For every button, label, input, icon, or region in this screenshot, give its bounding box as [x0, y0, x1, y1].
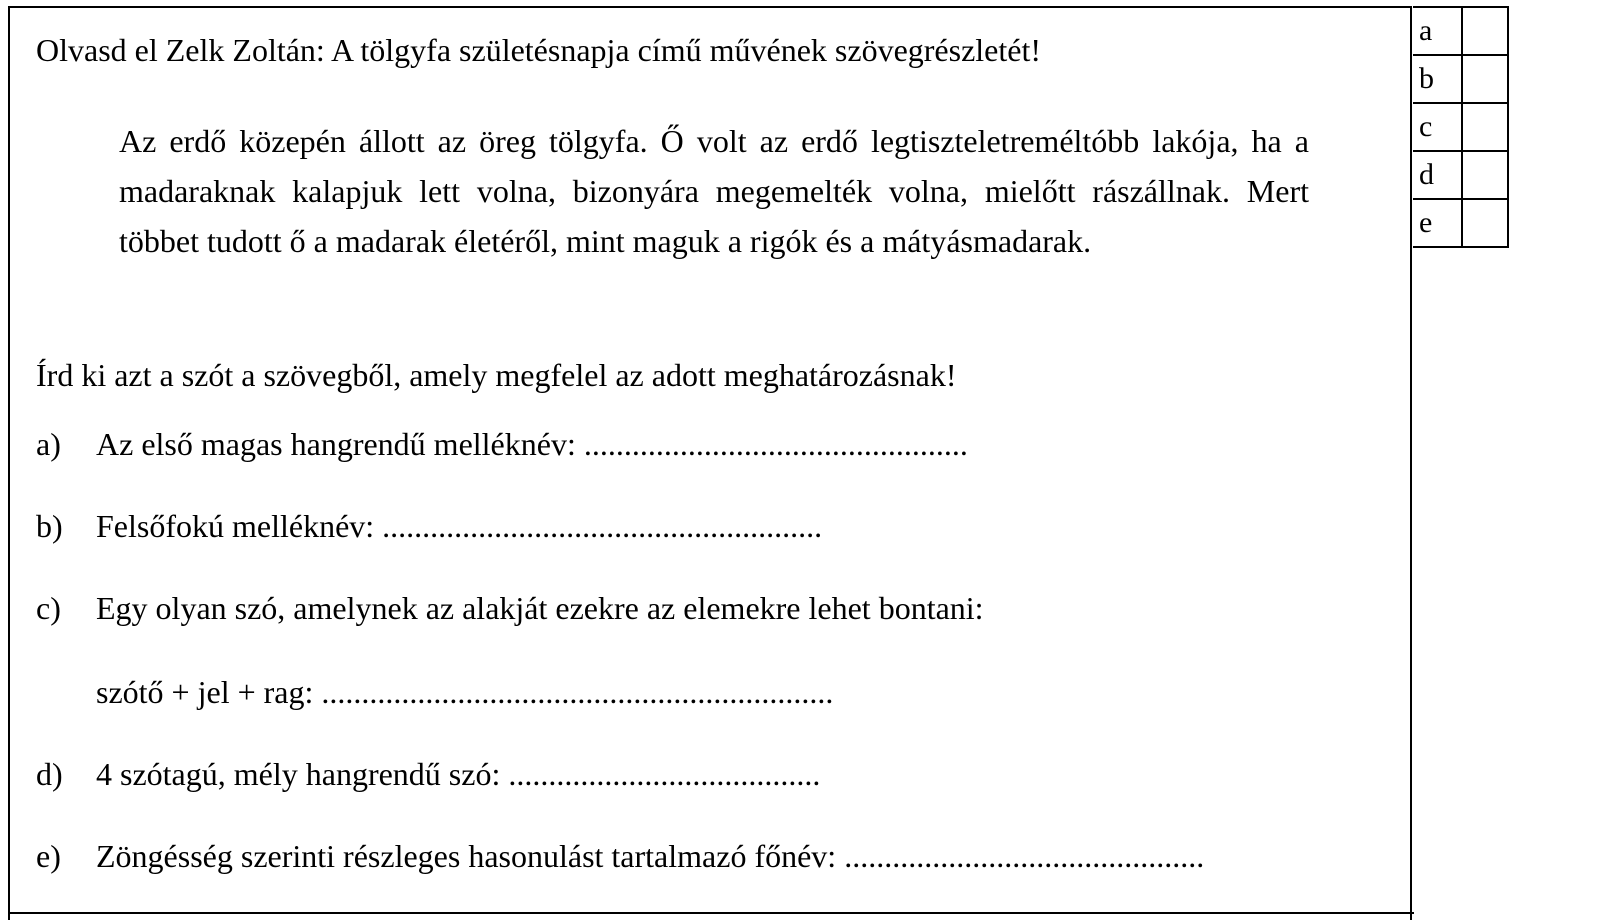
question-c-answer-line[interactable]: ................................................................: [321, 674, 834, 710]
task-instruction: Írd ki azt a szót a szövegből, amely megfelel az adott meghatározásnak!: [36, 357, 957, 393]
score-box-e[interactable]: [1462, 199, 1508, 247]
question-a-letter: a): [36, 426, 61, 462]
question-e-letter: e): [36, 838, 61, 874]
question-b-answer-line[interactable]: .......................................................: [382, 508, 823, 544]
question-b-text: Felsőfokú melléknév:: [96, 508, 375, 544]
question-d: [96, 754, 820, 794]
question-e: [96, 836, 1204, 876]
score-row-b: [1413, 55, 1508, 103]
score-table: [1413, 6, 1509, 248]
score-box-a[interactable]: [1462, 7, 1508, 55]
task-intro: Olvasd el Zelk Zoltán: A tölgyfa születésnapja című művének szövegrészletét!: [36, 32, 1042, 68]
question-c-sub-text: szótő + jel + rag:: [96, 674, 314, 710]
bottom-rule: [8, 912, 1414, 914]
score-label-d: d: [1413, 151, 1462, 199]
question-e-text: Zöngésség szerinti részleges hasonulást tartalmazó főnév:: [96, 838, 837, 874]
question-d-answer-line[interactable]: .......................................: [508, 756, 821, 792]
question-e-answer-line[interactable]: .............................................: [844, 838, 1205, 874]
question-d-text: 4 szótagú, mély hangrendű szó:: [96, 756, 501, 792]
score-row-c: [1413, 103, 1508, 151]
score-label-e: e: [1413, 199, 1462, 247]
question-a: [96, 424, 968, 464]
question-b: [96, 506, 822, 546]
score-row-e: [1413, 199, 1508, 247]
score-box-b[interactable]: [1462, 55, 1508, 103]
score-row-a: [1413, 7, 1508, 55]
score-box-c[interactable]: [1462, 103, 1508, 151]
score-label-b: b: [1413, 55, 1462, 103]
score-box-d[interactable]: [1462, 151, 1508, 199]
score-label-c: c: [1413, 103, 1462, 151]
question-a-answer-line[interactable]: ................................................: [583, 426, 968, 462]
question-c-text: Egy olyan szó, amelynek az alakját ezekre az elemekre lehet bontani:: [96, 590, 984, 626]
score-row-d: [1413, 151, 1508, 199]
question-c-letter: c): [36, 590, 61, 626]
quoted-passage: Az erdő közepén állott az öreg tölgyfa. Ő volt az erdő legtiszteletreméltóbb lakója, ha a madaraknak kalapjuk lett volna, bizonyára megemelték volna, mielőtt rászállnak. Mert többet tudott ő a madarak életéről, mint maguk a rigók és a mátyásmadarak.: [119, 123, 1309, 259]
question-b-letter: b): [36, 508, 63, 544]
question-a-text: Az első magas hangrendű melléknév:: [96, 426, 576, 462]
question-c-sub: [96, 672, 833, 712]
question-d-letter: d): [36, 756, 63, 792]
score-label-a: a: [1413, 7, 1462, 55]
